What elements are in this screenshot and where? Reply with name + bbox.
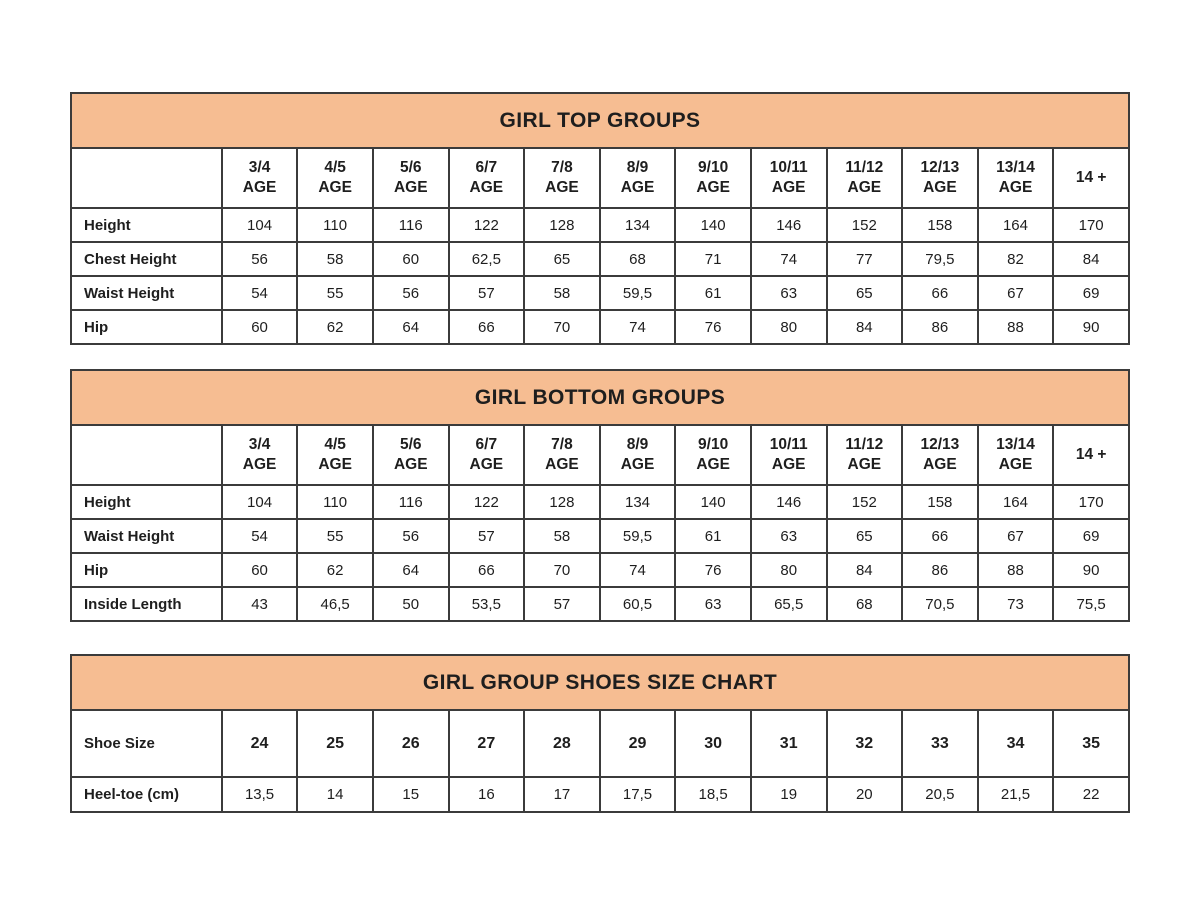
col-header-cell (675, 710, 751, 777)
data-cell: 152 (827, 485, 903, 519)
data-cell: 73 (978, 587, 1054, 621)
data-cell: 158 (902, 208, 978, 242)
data-cell: 53,5 (449, 587, 525, 621)
data-cell: 17 (524, 777, 600, 812)
col-header-line: 11/12 (845, 159, 884, 176)
col-header-line: AGE (998, 179, 1033, 196)
data-cell: 67 (978, 276, 1054, 310)
data-cell: 56 (373, 519, 449, 553)
col-header-line: 4/5 (324, 436, 346, 453)
data-cell: 140 (675, 485, 751, 519)
col-header-line: AGE (393, 179, 428, 196)
col-header-line: AGE (771, 179, 806, 196)
data-cell: 57 (449, 519, 525, 553)
col-header-line: 13/14 (996, 436, 1035, 453)
data-cell: 60 (373, 242, 449, 276)
data-cell: 65 (827, 519, 903, 553)
col-header-cell (449, 425, 525, 485)
data-cell: 60 (222, 553, 298, 587)
data-cell: 86 (902, 553, 978, 587)
col-header-cell (902, 425, 978, 485)
col-header-line: AGE (847, 179, 882, 196)
col-header-line: 10/11 (769, 159, 808, 176)
col-header-cell (751, 425, 827, 485)
data-cell: 58 (524, 276, 600, 310)
col-header-cell (978, 425, 1054, 485)
col-header-cell (222, 148, 298, 208)
data-cell: 104 (222, 485, 298, 519)
col-header-line: AGE (771, 456, 806, 473)
data-cell: 64 (373, 310, 449, 344)
data-cell: 43 (222, 587, 298, 621)
data-cell: 65,5 (751, 587, 827, 621)
col-header-line: AGE (393, 456, 428, 473)
data-cell: 80 (751, 553, 827, 587)
col-header-cell (827, 710, 903, 777)
data-cell: 84 (1053, 242, 1129, 276)
data-cell: 88 (978, 310, 1054, 344)
col-header-line: 9/10 (698, 159, 729, 176)
col-header-cell (600, 425, 676, 485)
data-cell: 170 (1053, 485, 1129, 519)
data-cell: 62 (297, 553, 373, 587)
table-title: GIRL BOTTOM GROUPS (474, 385, 726, 409)
col-header-line: 24 (250, 734, 269, 752)
data-cell: 66 (902, 519, 978, 553)
col-header-line: AGE (998, 456, 1033, 473)
col-header-line: 5/6 (399, 436, 422, 453)
col-header-line: 14 + (1075, 446, 1107, 463)
data-cell: 116 (373, 208, 449, 242)
col-header-line: 5/6 (399, 159, 422, 176)
col-header-line: 29 (628, 734, 647, 752)
data-cell: 50 (373, 587, 449, 621)
data-cell: 71 (675, 242, 751, 276)
col-header-cell (1053, 148, 1129, 208)
data-cell: 90 (1053, 553, 1129, 587)
data-cell: 152 (827, 208, 903, 242)
table-girl-shoes-size-chart (70, 654, 1130, 813)
col-header-cell (978, 148, 1054, 208)
col-header-line: AGE (620, 179, 655, 196)
col-header-line: 27 (477, 734, 496, 752)
data-cell: 46,5 (297, 587, 373, 621)
col-header-cell (297, 148, 373, 208)
data-cell: 90 (1053, 310, 1129, 344)
col-header-cell (1053, 710, 1129, 777)
data-cell: 104 (222, 208, 298, 242)
data-cell: 77 (827, 242, 903, 276)
data-cell: 110 (297, 485, 373, 519)
col-header-line: 25 (326, 734, 345, 752)
col-header-cell (600, 710, 676, 777)
data-cell: 69 (1053, 276, 1129, 310)
col-header-line: 6/7 (475, 159, 498, 176)
data-cell: 17,5 (600, 777, 676, 812)
data-cell: 158 (902, 485, 978, 519)
data-cell: 164 (978, 485, 1054, 519)
col-header-line: 35 (1082, 734, 1101, 752)
table-title-band (70, 654, 1130, 709)
col-header-line: 34 (1006, 734, 1025, 752)
col-header-line: AGE (923, 456, 957, 473)
data-cell: 88 (978, 553, 1054, 587)
col-header-line: 3/4 (248, 436, 271, 453)
col-header-cell (827, 425, 903, 485)
col-header-line: 3/4 (248, 159, 271, 176)
data-cell: 15 (373, 777, 449, 812)
data-cell: 20,5 (902, 777, 978, 812)
row-label: Heel-toe (cm) (71, 777, 222, 812)
col-header-line: AGE (696, 456, 730, 473)
data-cell: 68 (827, 587, 903, 621)
girl-top-groups-grid (70, 147, 1130, 345)
header-label-cell (71, 425, 222, 485)
data-cell: 55 (297, 519, 373, 553)
col-header-line: 30 (704, 734, 722, 752)
col-header-line: AGE (318, 179, 352, 196)
col-header-line: AGE (469, 179, 504, 196)
table-girl-top-groups (70, 92, 1130, 345)
col-header-line: 12/13 (920, 436, 960, 453)
data-cell: 57 (524, 587, 600, 621)
col-header-line: 8/9 (626, 159, 649, 176)
data-cell: 56 (373, 276, 449, 310)
col-header-line: AGE (242, 179, 277, 196)
data-cell: 19 (751, 777, 827, 812)
data-cell: 140 (675, 208, 751, 242)
col-header-line: 8/9 (626, 436, 649, 453)
data-cell: 59,5 (600, 519, 676, 553)
col-header-line: 6/7 (475, 436, 498, 453)
data-cell: 76 (675, 553, 751, 587)
data-cell: 64 (373, 553, 449, 587)
row-label: Height (71, 485, 222, 519)
col-header-cell (449, 710, 525, 777)
data-cell: 164 (978, 208, 1054, 242)
data-cell: 122 (449, 485, 525, 519)
girl-bottom-groups-grid (70, 424, 1130, 622)
data-cell: 84 (827, 310, 903, 344)
table-girl-bottom-groups (70, 369, 1130, 622)
data-cell: 79,5 (902, 242, 978, 276)
col-header-cell (373, 148, 449, 208)
col-header-line: 33 (930, 734, 949, 752)
data-cell: 74 (600, 553, 676, 587)
data-cell: 68 (600, 242, 676, 276)
header-label-cell: Shoe Size (71, 710, 222, 777)
col-header-line: 32 (855, 734, 874, 752)
data-cell: 116 (373, 485, 449, 519)
col-header-cell (978, 710, 1054, 777)
data-cell: 70 (524, 553, 600, 587)
col-header-cell (675, 148, 751, 208)
data-cell: 57 (449, 276, 525, 310)
data-cell: 56 (222, 242, 298, 276)
col-header-line: AGE (469, 456, 504, 473)
data-cell: 146 (751, 208, 827, 242)
col-header-line: 31 (779, 734, 798, 752)
data-cell: 55 (297, 276, 373, 310)
data-cell: 146 (751, 485, 827, 519)
col-header-cell (524, 710, 600, 777)
table-title-band (70, 92, 1130, 147)
data-cell: 80 (751, 310, 827, 344)
girl-shoes-size-grid (70, 709, 1130, 813)
col-header-cell (675, 425, 751, 485)
data-cell: 65 (827, 276, 903, 310)
data-cell: 75,5 (1053, 587, 1129, 621)
col-header-line: AGE (242, 456, 277, 473)
col-header-line: AGE (545, 456, 579, 473)
data-cell: 69 (1053, 519, 1129, 553)
col-header-line: 7/8 (551, 159, 573, 176)
col-header-line: 11/12 (845, 436, 884, 453)
data-cell: 60,5 (600, 587, 676, 621)
col-header-line: 9/10 (698, 436, 729, 453)
data-cell: 70,5 (902, 587, 978, 621)
row-label: Waist Height (71, 519, 222, 553)
row-label: Height (71, 208, 222, 242)
data-cell: 63 (675, 587, 751, 621)
data-cell: 74 (751, 242, 827, 276)
col-header-line: AGE (696, 179, 730, 196)
data-cell: 110 (297, 208, 373, 242)
col-header-line: AGE (545, 179, 579, 196)
col-header-cell (751, 148, 827, 208)
data-cell: 18,5 (675, 777, 751, 812)
table-title: GIRL GROUP SHOES SIZE CHART (422, 670, 778, 694)
data-cell: 20 (827, 777, 903, 812)
col-header-line: 10/11 (769, 436, 808, 453)
data-cell: 134 (600, 208, 676, 242)
col-header-line: 26 (401, 734, 420, 752)
data-cell: 58 (297, 242, 373, 276)
col-header-cell (297, 425, 373, 485)
data-cell: 134 (600, 485, 676, 519)
data-cell: 21,5 (978, 777, 1054, 812)
data-cell: 60 (222, 310, 298, 344)
col-header-line: 13/14 (996, 159, 1035, 176)
col-header-cell (902, 710, 978, 777)
data-cell: 82 (978, 242, 1054, 276)
col-header-line: AGE (318, 456, 352, 473)
col-header-cell (902, 148, 978, 208)
data-cell: 62 (297, 310, 373, 344)
col-header-cell (600, 148, 676, 208)
data-cell: 70 (524, 310, 600, 344)
col-header-cell (524, 425, 600, 485)
data-cell: 61 (675, 519, 751, 553)
data-cell: 128 (524, 208, 600, 242)
data-cell: 76 (675, 310, 751, 344)
col-header-cell (827, 148, 903, 208)
data-cell: 63 (751, 519, 827, 553)
data-cell: 54 (222, 519, 298, 553)
data-cell: 84 (827, 553, 903, 587)
data-cell: 74 (600, 310, 676, 344)
row-label: Hip (71, 553, 222, 587)
data-cell: 13,5 (222, 777, 298, 812)
col-header-cell (222, 425, 298, 485)
col-header-line: 28 (553, 734, 571, 752)
data-cell: 128 (524, 485, 600, 519)
table-title-band (70, 369, 1130, 424)
col-header-line: AGE (923, 179, 957, 196)
data-cell: 170 (1053, 208, 1129, 242)
data-cell: 61 (675, 276, 751, 310)
size-chart-sheet (70, 92, 1130, 813)
col-header-line: 12/13 (920, 159, 960, 176)
col-header-cell (373, 710, 449, 777)
row-label: Waist Height (71, 276, 222, 310)
data-cell: 63 (751, 276, 827, 310)
col-header-cell (373, 425, 449, 485)
data-cell: 54 (222, 276, 298, 310)
data-cell: 58 (524, 519, 600, 553)
row-label: Inside Length (71, 587, 222, 621)
row-label: Hip (71, 310, 222, 344)
data-cell: 22 (1053, 777, 1129, 812)
data-cell: 59,5 (600, 276, 676, 310)
col-header-cell (449, 148, 525, 208)
data-cell: 66 (449, 310, 525, 344)
data-cell: 67 (978, 519, 1054, 553)
col-header-line: AGE (847, 456, 882, 473)
col-header-line: AGE (620, 456, 655, 473)
data-cell: 66 (449, 553, 525, 587)
col-header-line: 7/8 (551, 436, 573, 453)
data-cell: 86 (902, 310, 978, 344)
data-cell: 66 (902, 276, 978, 310)
data-cell: 14 (297, 777, 373, 812)
data-cell: 62,5 (449, 242, 525, 276)
table-title: GIRL TOP GROUPS (499, 108, 701, 132)
col-header-cell (297, 710, 373, 777)
data-cell: 122 (449, 208, 525, 242)
row-label: Chest Height (71, 242, 222, 276)
col-header-cell (222, 710, 298, 777)
col-header-cell (524, 148, 600, 208)
col-header-cell (1053, 425, 1129, 485)
data-cell: 65 (524, 242, 600, 276)
data-cell: 16 (449, 777, 525, 812)
col-header-line: 14 + (1075, 169, 1107, 186)
col-header-line: 4/5 (324, 159, 346, 176)
header-label-cell (71, 148, 222, 208)
col-header-cell (751, 710, 827, 777)
